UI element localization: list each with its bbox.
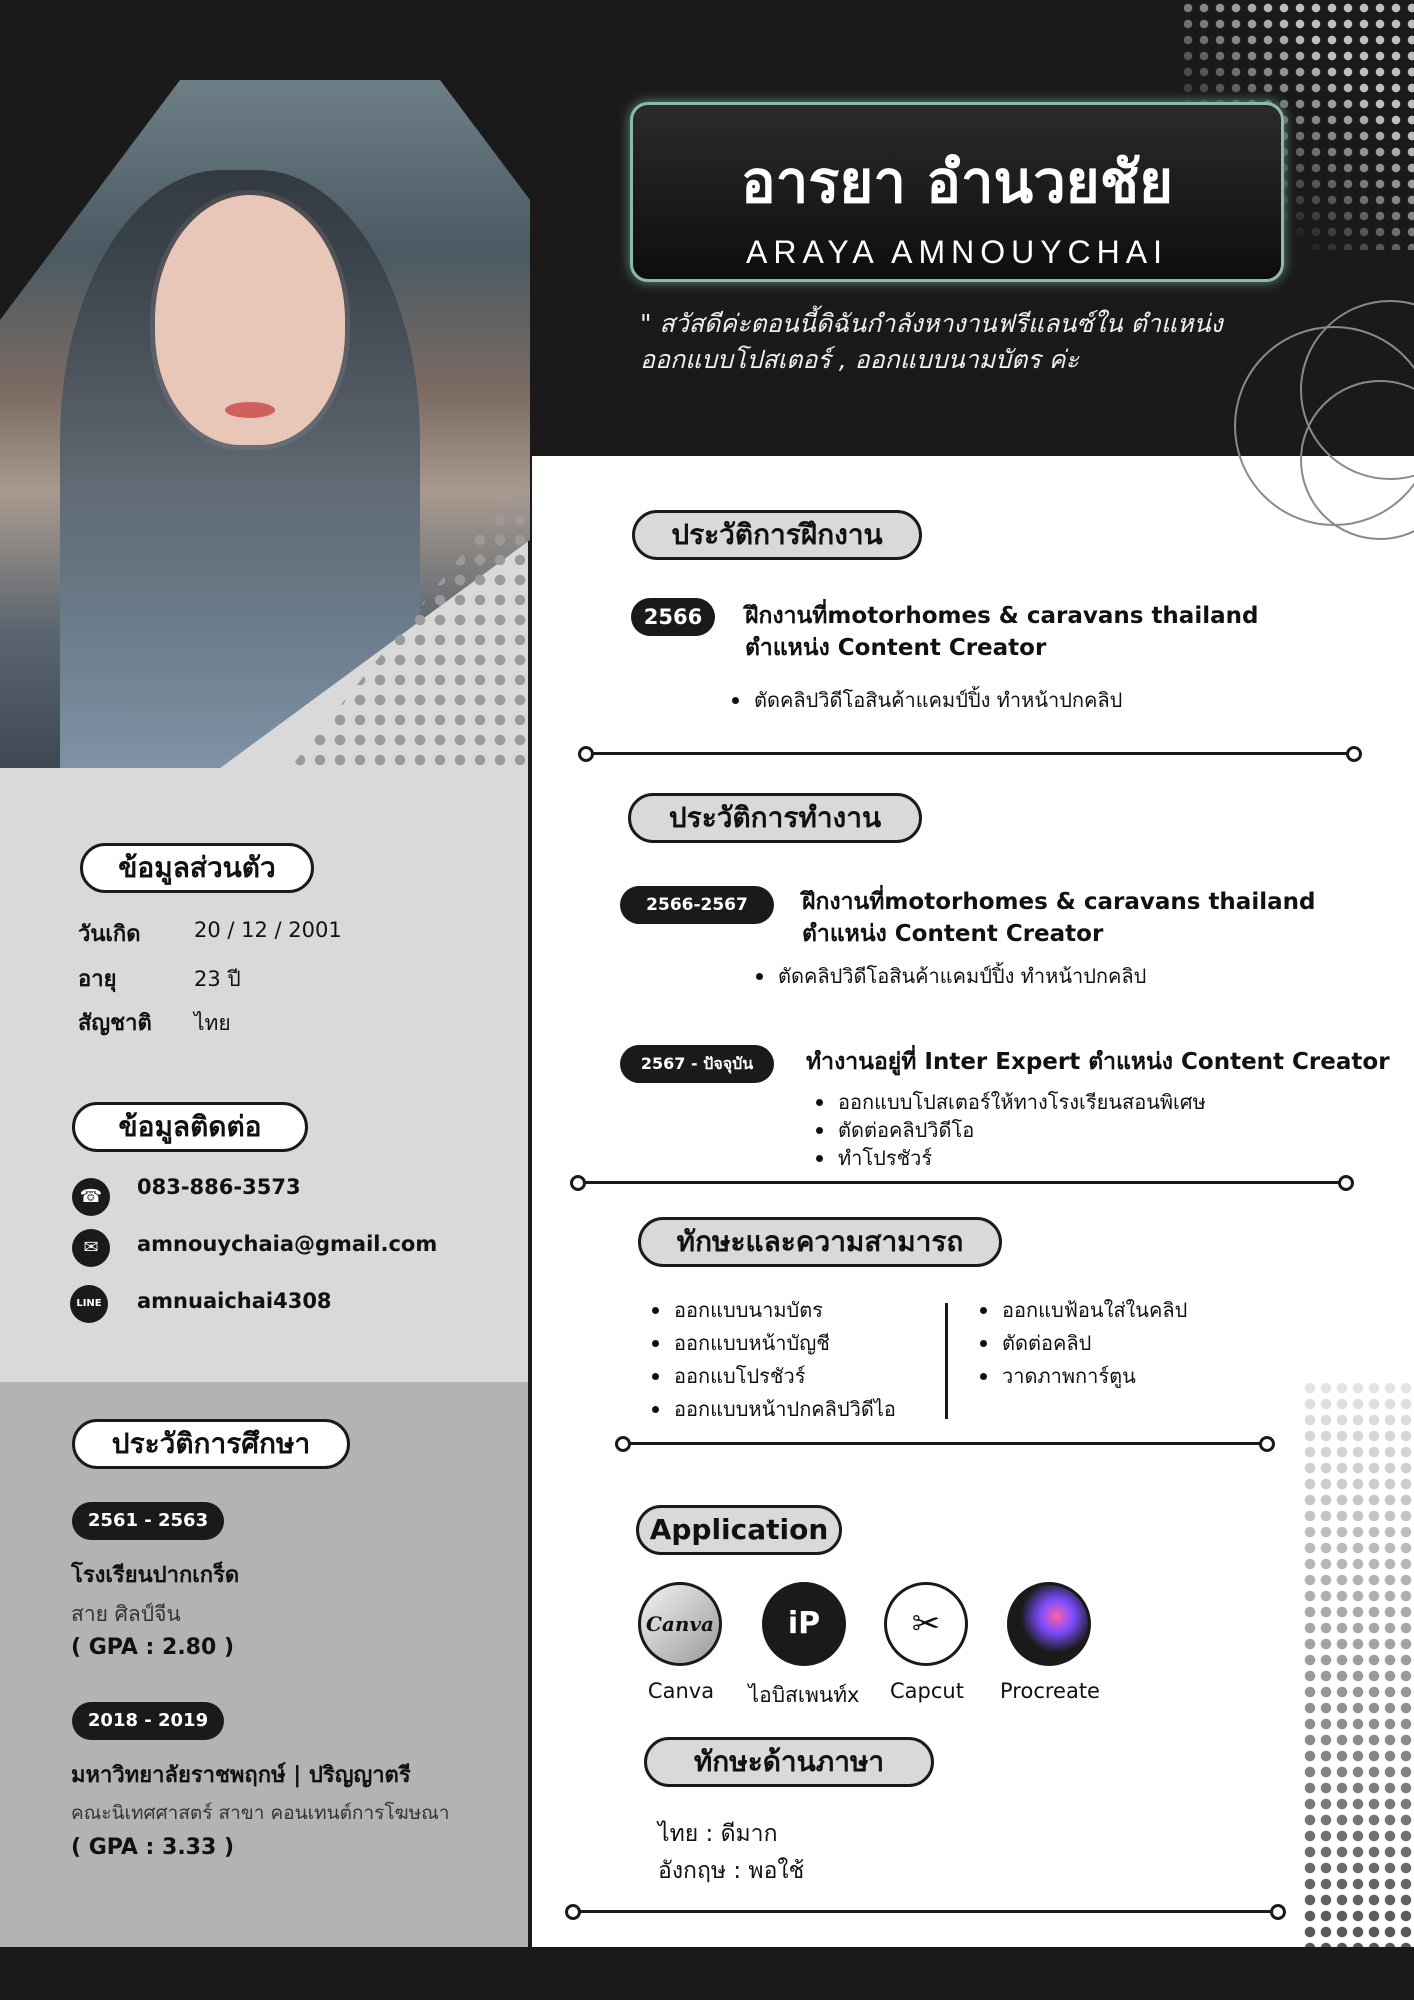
name-box [630,102,1284,282]
section-rule [627,1442,1263,1445]
education-school-2: มหาวิทยาลัยราชพฤกษ์ | ปริญญาตรี [71,1763,411,1788]
education-school-1: โรงเรียนปากเกร็ด [71,1563,240,1588]
list-item: ตัดต่อคลิปวิดีโอ [810,1116,1206,1144]
birthdate-value: 20 / 12 / 2001 [194,918,342,942]
birthdate-label: วันเกิด [78,922,141,947]
list-item: ออกแบบหน้าปกคลิปวิดีไอ [646,1395,896,1423]
list-item: ออกแบบโปสเตอร์ให้ทางโรงเรียนสอนพิเศษ [810,1088,1206,1116]
work-heading: ประวัติการทำงาน [628,793,922,843]
languages-heading: ทักษะด้านภาษา [644,1737,934,1787]
work-company-1: ฝึกงานที่motorhomes & caravans thailand [802,889,1316,915]
education-years-1: 2561 - 2563 [72,1502,224,1540]
education-detail-2: คณะนิเทศศาสตร์ สาขา คอนเทนต์การโฆษณา [71,1802,450,1824]
app-label: Procreate [1000,1679,1100,1703]
capcut-icon: ✂ [884,1582,968,1666]
internship-position: ตำแหน่ง Content Creator [745,635,1047,661]
ibispaint-icon: iP [762,1582,846,1666]
work-position-1: ตำแหน่ง Content Creator [802,921,1104,947]
internship-heading: ประวัติการฝึกงาน [632,510,922,560]
age-label: อายุ [78,967,117,992]
nationality-value: ไทย [194,1011,231,1035]
skills-divider [945,1303,948,1419]
list-item: ตัดคลิปวิดีโอสินค้าแคมป์ปิ้ง ทำหน้าปกคลิป [726,686,1122,714]
list-item: ออกแบโปรชัวร์ [646,1362,896,1390]
list-item: วาดภาพการ์ตูน [974,1362,1187,1390]
applications-heading: Application [636,1505,842,1555]
internship-bullets [726,686,1122,714]
language-english: อังกฤษ : พอใช้ [658,1858,805,1884]
age-value: 23 ปี [194,967,241,991]
phone-value: 083-886-3573 [137,1175,301,1199]
section-rule [590,752,1350,755]
nationality-label: สัญชาติ [78,1011,152,1036]
education-gpa-1: ( GPA : 2.80 ) [71,1635,235,1660]
section-rule [577,1910,1274,1913]
intro-quote: " สวัสดีค่ะตอนนี้ดิฉันกำลังหางานฟรีแลนซ์ใน ตำแหน่ง ออกแบบโปสเตอร์ , ออกแบบนามบัตร ค่ะ [640,309,1223,374]
portrait-lips [225,402,275,418]
list-item: ออกแบบหน้าบัญชี [646,1329,896,1357]
work-years-1: 2566-2567 [620,886,774,924]
app-label: Capcut [890,1679,964,1703]
list-item: ทำโปรชัวร์ [810,1144,1206,1172]
canva-icon: Canva [638,1582,722,1666]
footer-band [0,1947,1414,2000]
list-item: ตัดคลิปวิดีโอสินค้าแคมป์ปิ้ง ทำหน้าปกคลิป [750,962,1146,990]
list-item: ออกแบบนามบัตร [646,1296,896,1324]
name-thai: อารยา อำนวยชัย [740,148,1174,216]
halftone-dots-bottom-right [1302,1380,1414,1947]
contact-heading: ข้อมูลติดต่อ [72,1102,308,1152]
phone-icon: ☎ [72,1178,110,1216]
skills-left-list [646,1296,896,1423]
list-item: ออกแบฟ้อนใส่ในคลิป [974,1296,1187,1324]
name-english: ARAYA AMNOUYCHAI [746,234,1168,270]
email-value: amnouychaia@gmail.com [137,1232,438,1256]
work-bullets-2 [810,1088,1206,1172]
work-bullets-1 [750,962,1146,990]
language-thai: ไทย : ดีมาก [658,1821,778,1847]
internship-year: 2566 [631,598,715,636]
list-item: ตัดต่อคลิป [974,1329,1187,1357]
app-label: ไอบิสเพนท์x [748,1683,860,1707]
work-company-2: ทำงานอยู่ที่ Inter Expert ตำแหน่ง Content Creator [806,1049,1390,1075]
work-years-2: 2567 - ปัจจุบัน [620,1045,774,1083]
section-rule [582,1181,1342,1184]
skills-right-list [974,1296,1187,1390]
app-label: Canva [647,1679,715,1703]
education-gpa-2: ( GPA : 3.33 ) [71,1835,235,1860]
line-icon: LINE [70,1285,108,1323]
education-heading: ประวัติการศึกษา [72,1419,350,1469]
mail-icon: ✉ [72,1229,110,1267]
line-id-value: amnuaichai4308 [137,1289,332,1313]
procreate-icon [1007,1582,1091,1666]
personal-heading: ข้อมูลส่วนตัว [80,843,314,893]
internship-company: ฝึกงานที่motorhomes & caravans thailand [745,603,1259,629]
education-years-2: 2018 - 2019 [72,1702,224,1740]
skills-heading: ทักษะและความสามารถ [638,1217,1002,1267]
education-detail-1: สาย ศิลป์จีน [71,1602,181,1626]
